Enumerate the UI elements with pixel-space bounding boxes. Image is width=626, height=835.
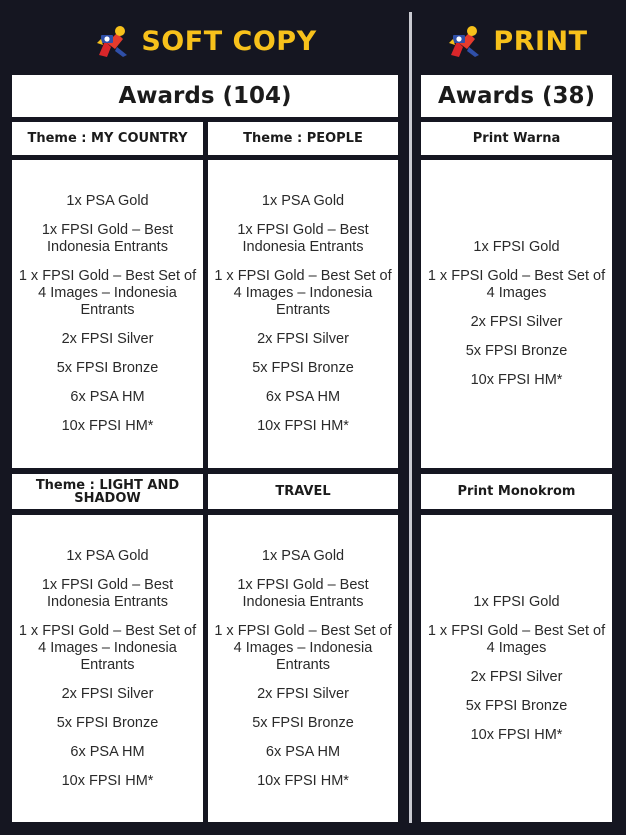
award-item: 5x FPSI Bronze [252,714,354,731]
award-item: 1 x FPSI Gold – Best Set of 4 Images – Indonesia Entrants [18,622,197,673]
print-awards-label: Awards (38) [437,83,596,109]
award-item: 1x FPSI Gold – Best Indonesia Entrants [237,576,369,610]
award-item: 1 x FPSI Gold – Best Set of 4 Images – Indonesia Entrants [214,622,392,673]
award-item: 5x FPSI Bronze [465,697,568,714]
award-item: 1x FPSI Gold – Best Indonesia Entrants [41,576,174,610]
award-item: 2x FPSI Silver [257,331,349,347]
award-item: 2x FPSI Silver [61,685,154,702]
print-awards-monokrom [421,515,612,822]
theme-header-light-and-shadow: Theme : LIGHT AND SHADOW [12,474,203,509]
theme-header-my-country: Theme : MY COUNTRY [12,122,203,155]
soft-copy-awards-header [12,75,398,117]
theme-awards-travel [208,515,398,822]
award-item: 1x FPSI Gold [473,593,560,610]
photographer-mascot-icon [445,21,485,61]
award-item: 1x PSA Gold [261,193,345,209]
award-item: 1x PSA Gold [66,547,149,564]
award-item: 10x FPSI HM* [470,372,563,388]
theme-awards-people [208,160,398,468]
column-divider [409,12,412,823]
award-item: 1x FPSI Gold [473,239,560,255]
soft-copy-heading [12,14,398,68]
theme-header-travel: TRAVEL [208,474,398,509]
award-item: 2x FPSI Silver [61,331,154,347]
award-item: 5x FPSI Bronze [56,714,159,731]
award-item: 1 x FPSI Gold – Best Set of 4 Images [427,622,606,656]
award-item: 6x PSA HM [70,743,145,760]
print-awards-warna [421,160,612,468]
award-item: 1 x FPSI Gold – Best Set of 4 Images – Indonesia Entrants [18,268,197,318]
award-item: 10x FPSI HM* [257,772,349,789]
print-heading [421,14,612,68]
photographer-mascot-icon [93,21,133,61]
award-item: 1x PSA Gold [261,547,345,564]
soft-copy-awards-label: Awards (104) [118,83,292,109]
award-item: 2x FPSI Silver [470,314,563,330]
award-item: 1 x FPSI Gold – Best Set of 4 Images [427,268,606,301]
award-item: 5x FPSI Bronze [465,343,568,359]
award-item: 5x FPSI Bronze [56,360,159,376]
award-item: 1x FPSI Gold – Best Indonesia Entrants [237,222,369,255]
print-awards-header [421,75,612,117]
award-item: 1x FPSI Gold – Best Indonesia Entrants [41,222,174,255]
print-title: PRINT [493,25,588,57]
award-item: 10x FPSI HM* [61,418,154,434]
award-item: 10x FPSI HM* [61,772,154,789]
theme-header-people: Theme : PEOPLE [208,122,398,155]
print-header-monokrom: Print Monokrom [421,474,612,509]
award-item: 2x FPSI Silver [470,668,563,685]
award-item: 6x PSA HM [265,389,341,405]
award-item: 1 x FPSI Gold – Best Set of 4 Images – Indonesia Entrants [214,268,392,318]
award-item: 5x FPSI Bronze [252,360,354,376]
print-header-warna: Print Warna [421,122,612,155]
soft-copy-title: SOFT COPY [141,25,317,57]
award-item: 1x PSA Gold [66,193,149,209]
theme-awards-light-and-shadow [12,515,203,822]
award-item: 6x PSA HM [70,389,145,405]
theme-awards-my-country [12,160,203,468]
award-item: 2x FPSI Silver [257,685,349,702]
award-item: 10x FPSI HM* [470,726,563,743]
award-item: 10x FPSI HM* [257,418,349,434]
award-item: 6x PSA HM [265,743,341,760]
